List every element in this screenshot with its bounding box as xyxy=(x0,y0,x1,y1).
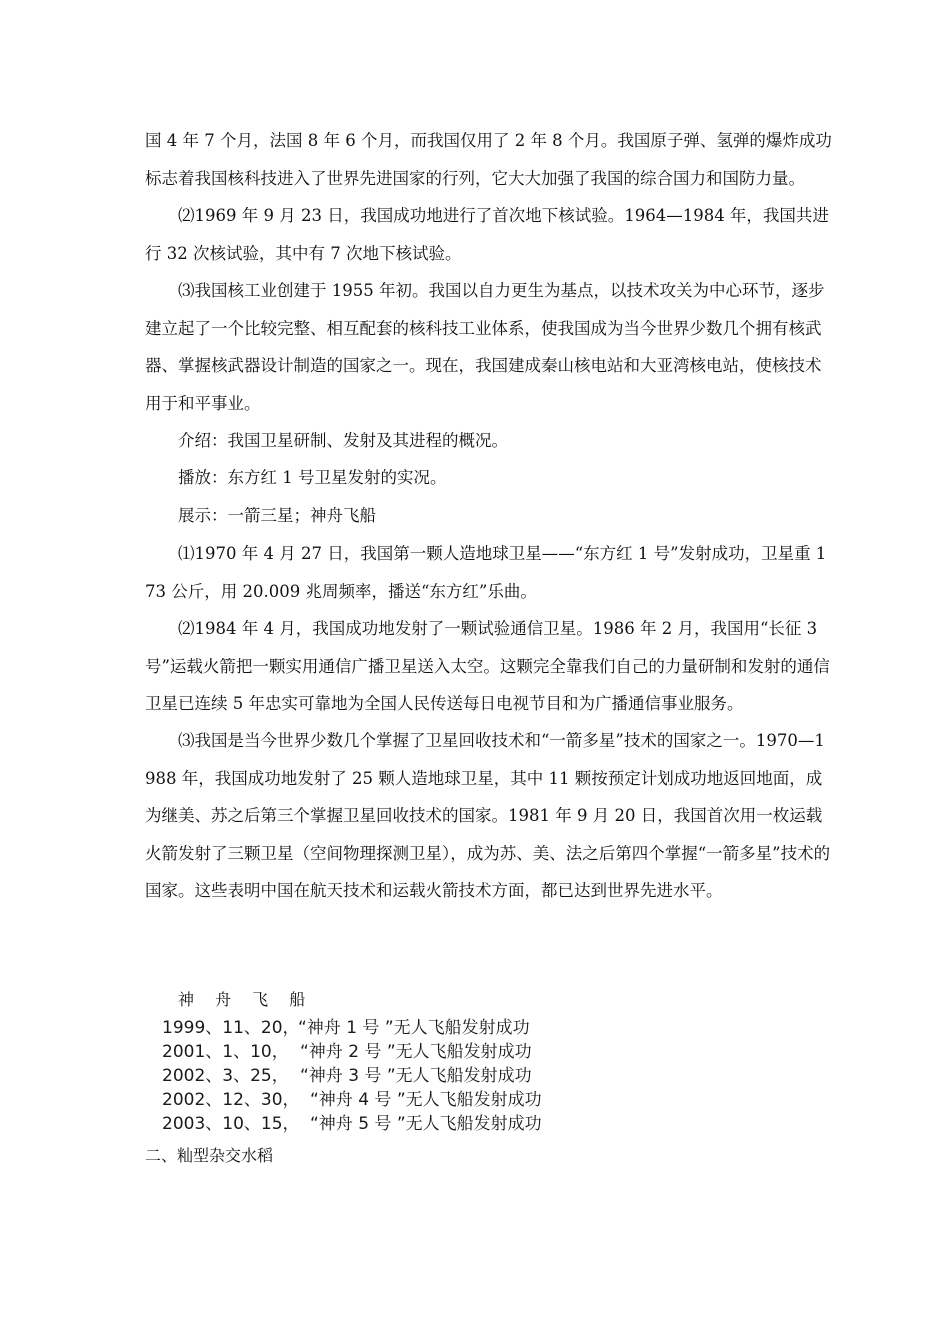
launch-date: 2001、1、10， xyxy=(162,1042,289,1062)
launch-date: 2002、3、25， xyxy=(162,1066,289,1086)
paragraph-broadcast: 播放：东方红 1 号卫星发射的实况。 xyxy=(178,468,447,487)
shenzhou-title: 神 舟 飞 船 xyxy=(178,990,314,1009)
launch-event: “神舟 1 号 ”无人飞船发射成功 xyxy=(298,1018,530,1038)
paragraph-comm-satellite: ⑵1984 年 4 月，我国成功地发射了一颗试验通信卫星。1986 年 2 月，我国用“长征 3 号”运载火箭把一颗实用通信广播卫星送入太空。这颗完全靠我们自己的力量研制和发射的通信卫星已连续 5 年忠实可靠地为全国人民传送每日电视节目和为广播通信事业服务。 xyxy=(145,619,830,713)
paragraph-display: 展示：一箭三星；神舟飞船 xyxy=(178,506,376,525)
paragraph-dongfanghong: ⑴1970 年 4 月 27 日，我国第一颗人造地球卫星——“东方红 1 号”发射成功，卫星重 173 公斤，用 20.009 兆周频率，播送“东方红”乐曲。 xyxy=(145,544,827,601)
launch-event: “神舟 4 号 ”无人飞船发射成功 xyxy=(310,1090,542,1110)
launch-date: 2002、12、30， xyxy=(162,1090,300,1110)
paragraph-intro: 介绍：我国卫星研制、发射及其进程的概况。 xyxy=(178,431,508,450)
paragraph-nuclear-industry: ⑶我国核工业创建于 1955 年初。我国以自力更生为基点，以技术攻关为中心环节，逐步建立起了一个比较完整、相互配套的核科技工业体系，使我国成为当今世界少数几个拥有核武器、掌握核武器设计制造的国家之一。现在，我国建成秦山核电站和大亚湾核电站，使核技术用于和平事业。 xyxy=(145,281,825,413)
paragraph-satellite-recovery: ⑶我国是当今世界少数几个掌握了卫星回收技术和“一箭多星”技术的国家之一。1970—1988 年，我国成功地发射了 25 颗人造地球卫星，其中 11 颗按预定计划成功地返回地面，成为继美、苏之后第三个掌握卫星回收技术的国家。1981 年 9 月 20 日，我国首次用一枚运载火箭发射了三颗卫星（空间物理探测卫星），成为苏、美、法之后第四个掌握“一箭多星”技术的国家。这些表明中国在航天技术和运载火箭技术方面，都已达到世界先进水平。 xyxy=(145,731,831,900)
section-heading: 二、籼型杂交水稻 xyxy=(145,1146,274,1165)
paragraph-underground-test: ⑵1969 年 9 月 23 日，我国成功地进行了首次地下核试验。1964—1984 年，我国共进行 32 次核试验，其中有 7 次地下核试验。 xyxy=(145,206,829,263)
launch-event: “神舟 2 号 ”无人飞船发射成功 xyxy=(300,1042,532,1062)
launch-event: “神舟 3 号 ”无人飞船发射成功 xyxy=(300,1066,532,1086)
paragraph-nuclear-timeline: 国 4 年 7 个月，法国 8 年 6 个月，而我国仅用了 2 年 8 个月。我国原子弹、氢弹的爆炸成功标志着我国核科技进入了世界先进国家的行列，它大大加强了我国的综合国力和国防力量。 xyxy=(145,131,832,188)
launch-date: 1999、11、20， xyxy=(162,1018,300,1038)
launch-date: 2003、10、15， xyxy=(162,1114,300,1134)
launch-event: “神舟 5 号 ”无人飞船发射成功 xyxy=(310,1114,542,1134)
